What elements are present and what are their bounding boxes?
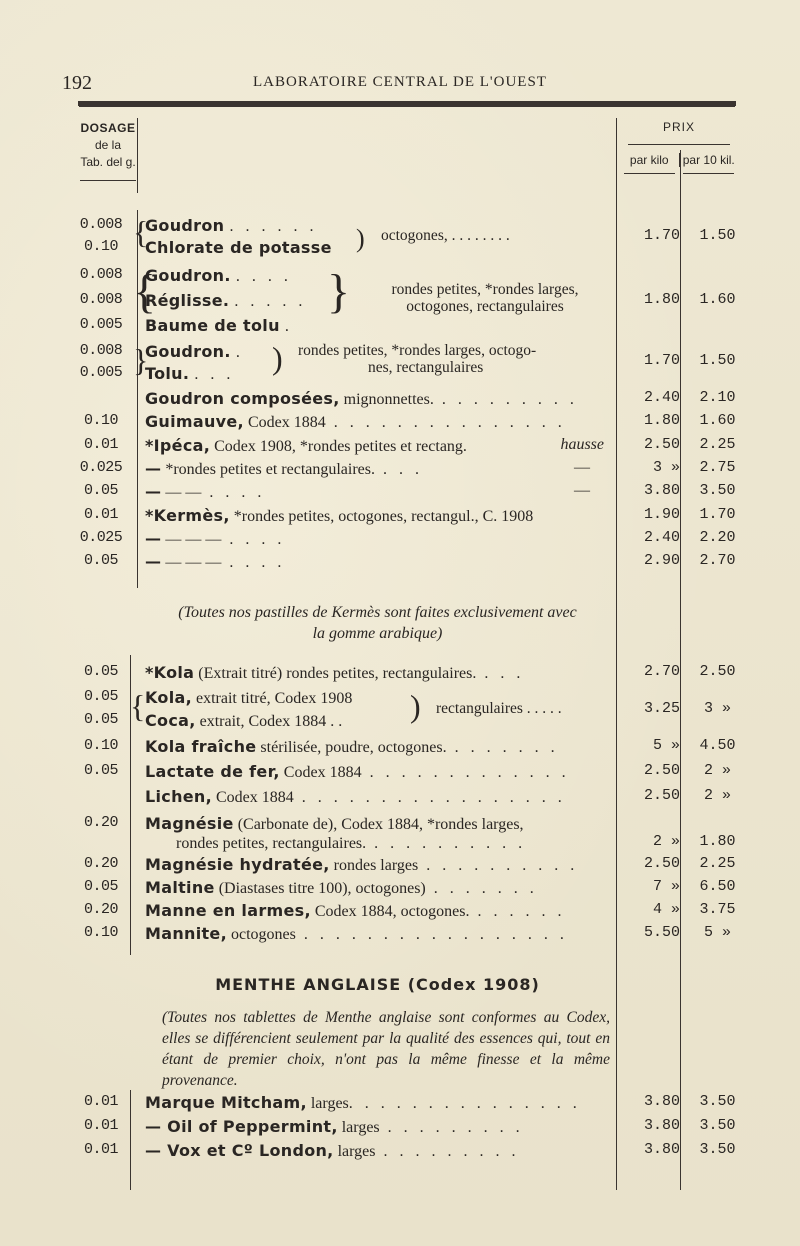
kermes-note xyxy=(140,602,615,644)
page-number: 192 xyxy=(62,72,92,94)
brace-left: { xyxy=(130,688,146,724)
price-per-kilo: 2 » xyxy=(652,833,680,850)
price-per-kilo: 3 » xyxy=(652,458,680,476)
tail-dash: — xyxy=(574,458,590,476)
product-name: Lichen, xyxy=(145,787,212,806)
price-per-kilo: 1.80 xyxy=(643,291,680,308)
product-detail: rondes larges xyxy=(329,857,419,874)
price-per-kilo: 2.40 xyxy=(643,528,680,546)
dosage-value: 0.05 xyxy=(83,552,118,570)
product-description xyxy=(145,1093,610,1113)
product-description xyxy=(145,787,610,807)
dosage-value: 0.10 xyxy=(83,737,118,754)
prix-rule xyxy=(624,173,675,174)
leader-dots: . . . . xyxy=(221,554,286,572)
price-per-10kil: 2.50 xyxy=(699,663,736,680)
price-per-kilo: 5.50 xyxy=(643,924,680,941)
brace-right: ) xyxy=(356,224,365,253)
product-detail: Codex 1884 xyxy=(211,789,294,806)
product-detail: (Extrait titré) rondes petites, rectangulaires. xyxy=(194,665,477,682)
leader-dots: . . . . xyxy=(221,530,286,548)
dosage-header xyxy=(78,120,138,181)
product-description xyxy=(145,1141,610,1161)
price-per-10kil: 5 » xyxy=(703,924,731,941)
price-per-kilo: 3.80 xyxy=(643,1141,680,1158)
product-detail: larges xyxy=(306,1095,349,1112)
product-description xyxy=(145,529,610,549)
product-name: Baume de tolu xyxy=(145,316,280,335)
price-per-10kil: 3.50 xyxy=(699,1093,736,1110)
par-10kil-header: par 10 kil. xyxy=(679,153,739,167)
product-name: *Ipéca, xyxy=(145,435,211,455)
dosage-value: 0.20 xyxy=(83,814,118,831)
product-detail: — — — xyxy=(161,530,222,548)
product-name: — xyxy=(145,482,162,502)
group-note-line: octogones, rectangulaires xyxy=(406,298,564,315)
hausse-mark: hausse xyxy=(560,435,604,453)
price-per-kilo: 4 » xyxy=(652,901,680,918)
product-detail: rondes petites, rectangulaires. xyxy=(176,835,367,852)
dosage-header-line: Tab. del g. xyxy=(80,155,136,169)
product-name: — Vox et Cº London, xyxy=(145,1141,334,1160)
product-detail: (Carbonate de), Codex 1884, *rondes larges, xyxy=(233,816,524,833)
product-detail: Codex 1908, *rondes petites et rectang. xyxy=(210,437,467,455)
product-name: — xyxy=(145,458,162,478)
column-rule xyxy=(680,150,681,1190)
product-description xyxy=(145,663,610,683)
product-name: Magnésie xyxy=(145,814,234,833)
product-description xyxy=(145,1117,610,1137)
price-per-kilo: 3.80 xyxy=(643,1117,680,1134)
price-per-10kil: 1.70 xyxy=(699,505,736,523)
leader-dots: . . . . xyxy=(201,484,266,502)
dosage-header-line: DOSAGE xyxy=(80,121,136,135)
price-per-kilo: 3.80 xyxy=(643,1093,680,1110)
leader-dots: . . . . . . xyxy=(229,218,318,235)
leader-dots: . . . xyxy=(476,665,525,682)
product-detail: — — — xyxy=(161,554,222,572)
product-name: Guimauve, xyxy=(145,412,244,432)
leader-dots: . . . . . . xyxy=(469,903,566,920)
price-per-10kil: 2.25 xyxy=(699,855,736,872)
product-description xyxy=(145,389,610,409)
product-name: Kola fraîche xyxy=(145,737,257,756)
product-description xyxy=(145,762,610,782)
price-per-10kil: 3.50 xyxy=(699,1117,736,1134)
price-per-10kil: 2 » xyxy=(703,787,731,804)
price-per-kilo: 2.50 xyxy=(643,435,680,453)
dosage-value: 0.005 xyxy=(79,316,123,333)
dosage-value: 0.20 xyxy=(83,855,118,872)
par-kilo-header: par kilo xyxy=(629,153,669,167)
product-name: Goudron. xyxy=(145,266,231,285)
running-title: LABORATOIRE CENTRAL DE L'OUEST xyxy=(253,74,547,90)
section-title: MENTHE ANGLAISE (Codex 1908) xyxy=(215,975,540,994)
brace-left: { xyxy=(133,265,157,318)
dosage-value: 0.05 xyxy=(83,762,118,779)
product-detail: — — xyxy=(161,484,202,502)
product-name: Manne en larmes, xyxy=(145,901,311,920)
leader-dots: . . . . xyxy=(235,268,292,285)
price-per-10kil: 3 » xyxy=(703,700,731,717)
product-detail: octogones xyxy=(226,926,296,943)
price-per-kilo: 2.50 xyxy=(643,855,680,872)
product-name: Kola, xyxy=(145,688,192,707)
group-note: rectangulaires . . . . . xyxy=(436,700,562,717)
product-detail: Codex 1884 xyxy=(279,764,362,781)
dosage-value: 0.10 xyxy=(83,238,118,255)
leader-dots: . . . . . . . . . . . . . . . . . xyxy=(293,789,566,806)
product-name: Tolu. xyxy=(145,364,190,383)
product-description xyxy=(145,878,610,898)
price-per-kilo: 2.50 xyxy=(643,762,680,779)
price-per-10kil: 3.50 xyxy=(699,1141,736,1158)
product-description xyxy=(145,459,610,479)
price-per-kilo: 1.90 xyxy=(643,505,680,523)
price-per-10kil: 2.20 xyxy=(699,528,736,546)
price-per-kilo: 3.25 xyxy=(643,700,680,717)
leader-dots: . . . . . xyxy=(234,293,307,310)
dosage-value: 0.008 xyxy=(79,216,123,233)
price-per-10kil: 1.80 xyxy=(699,833,736,850)
product-detail: *rondes petites, octogones, rectangul., C. 1908 xyxy=(229,507,534,525)
dosage-header-rule xyxy=(80,180,136,181)
group-note-line: rondes petites, *rondes larges, xyxy=(391,281,579,298)
dosage-value: 0.01 xyxy=(83,1141,118,1158)
product-name: Réglisse. xyxy=(145,291,230,310)
product-detail: extrait titré, Codex 1908 xyxy=(191,690,353,707)
product-name: Goudron xyxy=(145,216,225,235)
prix-rule xyxy=(683,173,734,174)
price-per-10kil: 2.10 xyxy=(699,389,736,406)
dosage-value: 0.20 xyxy=(83,901,118,918)
product-name: Goudron. xyxy=(145,342,231,361)
product-name: Magnésie hydratée, xyxy=(145,855,330,874)
product-detail: stérilisée, poudre, octogones. xyxy=(256,739,447,756)
leader-dots: . . . . . . . . . . . . . . . xyxy=(325,414,566,432)
product-detail: *rondes petites et rectangulaires. xyxy=(161,460,376,478)
price-per-10kil: 2.70 xyxy=(699,552,736,570)
product-description xyxy=(145,901,610,921)
dosage-value: 0.01 xyxy=(83,505,118,523)
note-line: (Toutes nos pastilles de Kermès sont faites exclusivement avec xyxy=(178,604,577,621)
leader-dots: . . . xyxy=(375,460,424,478)
prix-title: PRIX xyxy=(662,120,695,134)
group-note-line: nes, rectangulaires xyxy=(368,359,484,376)
group-note: octogones, . . . . . . . . xyxy=(381,227,510,244)
dosage-value: 0.008 xyxy=(79,342,123,359)
product-name: Maltine xyxy=(145,878,215,897)
header-rule xyxy=(78,101,736,106)
price-per-10kil: 6.50 xyxy=(699,878,736,895)
dosage-value: 0.025 xyxy=(79,528,123,546)
leader-dots: . . . . . . . . . . xyxy=(418,857,579,874)
product-name: *Kola xyxy=(145,663,195,682)
price-per-kilo: 1.70 xyxy=(643,352,680,369)
product-name: Marque Mitcham, xyxy=(145,1093,307,1112)
price-per-kilo: 2.40 xyxy=(643,389,680,406)
leader-dots: . . . . . . . . . . . . . . . xyxy=(348,1095,581,1112)
dosage-value: 0.025 xyxy=(79,458,123,476)
product-name: — xyxy=(145,528,162,548)
product-description xyxy=(145,924,610,944)
dosage-value: 0.05 xyxy=(83,482,118,500)
dosage-header-line: de la xyxy=(94,138,122,152)
brace-left: { xyxy=(133,214,149,250)
product-name: *Kermès, xyxy=(145,505,230,525)
leader-dots: . . . . . . . . . xyxy=(379,1119,524,1136)
price-per-10kil: 1.50 xyxy=(699,227,736,244)
product-name: Chlorate de potasse xyxy=(145,238,332,257)
brace-right: ) xyxy=(410,688,421,724)
product-description xyxy=(145,482,610,502)
dosage-value: 0.01 xyxy=(83,1117,118,1134)
leader-dots: . xyxy=(235,344,244,361)
price-per-kilo: 3.80 xyxy=(643,482,680,500)
prix-header xyxy=(620,120,738,174)
dosage-value: 0.10 xyxy=(83,412,118,430)
leader-dots: . . . . . . . . . xyxy=(433,391,578,408)
leader-dots: . . . xyxy=(194,366,235,383)
product-detail: mignonnettes. xyxy=(339,391,434,408)
column-rule xyxy=(616,118,617,1190)
leader-dots: . . . . . . . xyxy=(425,880,538,897)
column-rule xyxy=(137,118,138,193)
running-head xyxy=(62,72,738,96)
leader-dots: . . . . . . . . . . . . . xyxy=(361,764,570,781)
price-per-kilo: 5 » xyxy=(652,737,680,754)
leader-dots: . . . . . . . . . . . . . . . . . xyxy=(295,926,568,943)
price-per-kilo: 1.70 xyxy=(643,227,680,244)
product-detail: larges xyxy=(337,1119,380,1136)
group-note xyxy=(298,342,614,376)
tail-dash: — xyxy=(574,482,590,500)
product-name: — Oil of Peppermint, xyxy=(145,1117,338,1136)
price-per-10kil: 1.50 xyxy=(699,352,736,369)
product-detail: larges xyxy=(333,1143,376,1160)
dosage-value: 0.008 xyxy=(79,291,123,308)
dosage-value: 0.01 xyxy=(83,435,118,453)
dosage-value: 0.005 xyxy=(79,364,123,381)
prix-brace xyxy=(628,144,730,145)
price-per-10kil: 2.75 xyxy=(699,458,736,476)
brace-right: } xyxy=(327,265,351,318)
product-name: Mannite, xyxy=(145,924,227,943)
leader-dots: . xyxy=(284,318,293,335)
dosage-value: 0.008 xyxy=(79,266,123,283)
product-name: Coca, xyxy=(145,711,196,730)
product-description xyxy=(145,506,610,526)
dosage-value: 0.05 xyxy=(83,711,118,728)
brace-right: ) xyxy=(272,340,283,376)
product-detail: Codex 1884 xyxy=(243,414,326,432)
product-description xyxy=(145,737,610,757)
product-detail: extrait, Codex 1884 . . xyxy=(195,713,343,730)
price-per-kilo: 2.50 xyxy=(643,787,680,804)
product-name: — xyxy=(145,552,162,572)
leader-dots: . . . . . . . . . . xyxy=(366,835,527,852)
price-per-10kil: 2.25 xyxy=(699,435,736,453)
price-per-10kil: 4.50 xyxy=(699,737,736,754)
group-note xyxy=(356,281,614,315)
price-per-kilo: 2.90 xyxy=(643,552,680,570)
product-name: Lactate de fer, xyxy=(145,762,280,781)
dosage-value: 0.05 xyxy=(83,688,118,705)
price-per-10kil: 3.50 xyxy=(699,482,736,500)
group-note-line: rondes petites, *rondes larges, octogo- xyxy=(298,342,537,359)
dosage-value: 0.10 xyxy=(83,924,118,941)
price-per-kilo: 2.70 xyxy=(643,663,680,680)
product-detail: (Diastases titre 100), octogones) xyxy=(214,880,426,897)
dosage-value: 0.05 xyxy=(83,663,118,680)
product-description xyxy=(145,412,610,432)
dosage-value: 0.01 xyxy=(83,1093,118,1110)
price-per-10kil: 2 » xyxy=(703,762,731,779)
product-description xyxy=(145,855,610,875)
product-description xyxy=(145,436,610,456)
dosage-value: 0.05 xyxy=(83,878,118,895)
product-name: Goudron composées, xyxy=(145,389,340,408)
price-per-kilo: 7 » xyxy=(652,878,680,895)
menthe-note: (Toutes nos tablettes de Menthe anglaise sont conformes au Codex, elles se différencient seulement par la qualité des essences qui, tout en étant de premier choix, n'ont pas la même finesse et la même provenance. xyxy=(162,1009,610,1089)
price-per-10kil: 3.75 xyxy=(699,901,736,918)
brace-left: } xyxy=(133,342,149,378)
leader-dots: . . . . . . . . . xyxy=(375,1143,520,1160)
product-description xyxy=(145,552,610,572)
leader-dots: . . . . . . . xyxy=(446,739,559,756)
price-per-10kil: 1.60 xyxy=(699,291,736,308)
product-detail: Codex 1884, octogones. xyxy=(310,903,470,920)
price-per-10kil: 1.60 xyxy=(699,412,736,430)
price-per-kilo: 1.80 xyxy=(643,412,680,430)
note-line: la gomme arabique) xyxy=(312,625,443,642)
